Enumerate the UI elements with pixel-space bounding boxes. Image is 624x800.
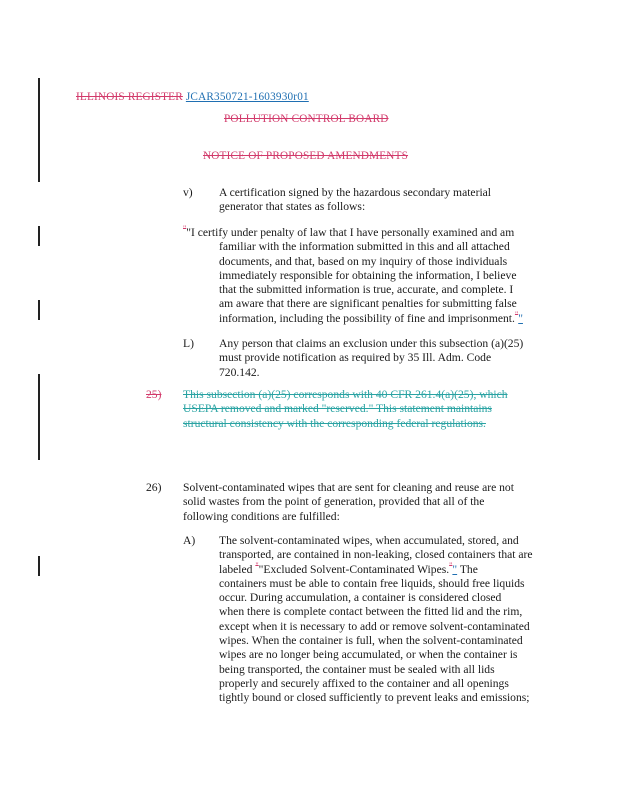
register-inserted: JCAR350721-1603930r01 [185,91,309,103]
change-bar [38,300,40,320]
item-A-text-segment: labeled [219,562,256,576]
item-A-line: containers must be able to contain free liquids, should free liquids [219,576,525,590]
item-26-label: 26) [146,481,162,494]
change-bar [38,78,40,182]
item-L-line: must provide notification as required by 35 Ill. Adm. Code [219,351,492,365]
item-v-line: generator that states as follows: [219,200,366,214]
quote-line [183,309,563,326]
item-A-text [219,534,564,706]
item-v-label: v) [183,186,193,199]
quote-close-inserted: " [518,311,523,325]
item-v-line: A certification signed by the hazardous secondary material [219,186,492,199]
item-26-line: following conditions are fulfilled: [183,509,340,523]
item-v-text [219,186,549,215]
register-header [76,90,309,104]
item-25-label: 25) [146,388,162,401]
item-25-text [183,388,543,431]
item-26-line: Solvent-contaminated wipes that are sent for cleaning and reuse are not [183,481,514,494]
change-bar [38,556,40,576]
item-A-text-segment: "Excluded Solvent-Contaminated Wipes. [258,562,450,576]
item-L-line: Any person that claims an exclusion under this subsection (a)(25) [219,337,524,350]
quote-line: documents, and that, based on my inquiry of those individuals [219,254,508,268]
item-A-line: tightly bound or closed sufficiently to prevent leaks and emissions; [219,691,530,705]
item-A-text-segment: The [457,562,478,576]
item-L-text [219,337,559,380]
item-A-line: The solvent-contaminated wipes, when accumulated, stored, and [219,534,519,547]
change-bar [38,226,40,246]
item-A-line: when there is complete contact between the fitted lid and the rim, [219,605,523,619]
quote-line: familiar with the information submitted in this and all attached [219,240,510,254]
item-A-line: wipes. When the container is full, when the solvent-contaminated [219,634,523,648]
label-quote-deleted: " [255,560,259,570]
board-title: POLLUTION CONTROL BOARD [224,113,389,125]
register-deleted: ILLINOIS REGISTER [76,91,183,103]
item-A-label: A) [183,534,196,547]
item-A-line: being transported, the container must be sealed with all lids [219,662,495,676]
quote-close-deleted: " [514,309,519,319]
change-bar [38,374,40,460]
quote-line-text: information, including the possibility of fine and imprisonment. [219,311,515,325]
item-A-line: properly and securely affixed to the container and all openings [219,676,509,690]
label-quote-deleted: " [449,560,453,570]
quote-line: immediately responsible for obtaining the information, I believe [219,268,517,282]
item-A-line [219,560,564,577]
item-A-line: except when it is necessary to add or remove solvent-contaminated [219,619,530,633]
item-L-label: L) [183,337,194,350]
quote-line: am aware that there are significant penalties for submitting false [219,297,517,311]
item-25-line: structural consistency with the corresponding federal regulations. [183,416,486,430]
item-25-line: This subsection (a)(25) corresponds with 40 CFR 261.4(a)(25), which [183,388,508,401]
item-A-line: wipes are no longer being accumulated, or when the container is [219,648,518,662]
item-26-line: solid wastes from the point of generation, provided that all of the [183,495,485,509]
quote-open-deleted: " [183,224,187,234]
certification-quote [183,226,563,326]
label-quote-inserted: " [452,562,458,576]
quote-line: that the submitted information is true, accurate, and complete. I [219,283,514,297]
item-L-line: 720.142. [219,365,260,379]
notice-title: NOTICE OF PROPOSED AMENDMENTS [203,150,409,162]
quote-line [183,226,563,240]
item-26-text [183,481,553,524]
quote-line-text: "I certify under penalty of law that I have personally examined and am [186,226,515,239]
item-A-line: transported, are contained in non-leaking, closed containers that are [219,548,533,562]
item-25-line: USEPA removed and marked "reserved." This statement maintains [183,402,492,416]
item-A-line: occur. During accumulation, a container is considered closed [219,591,502,605]
